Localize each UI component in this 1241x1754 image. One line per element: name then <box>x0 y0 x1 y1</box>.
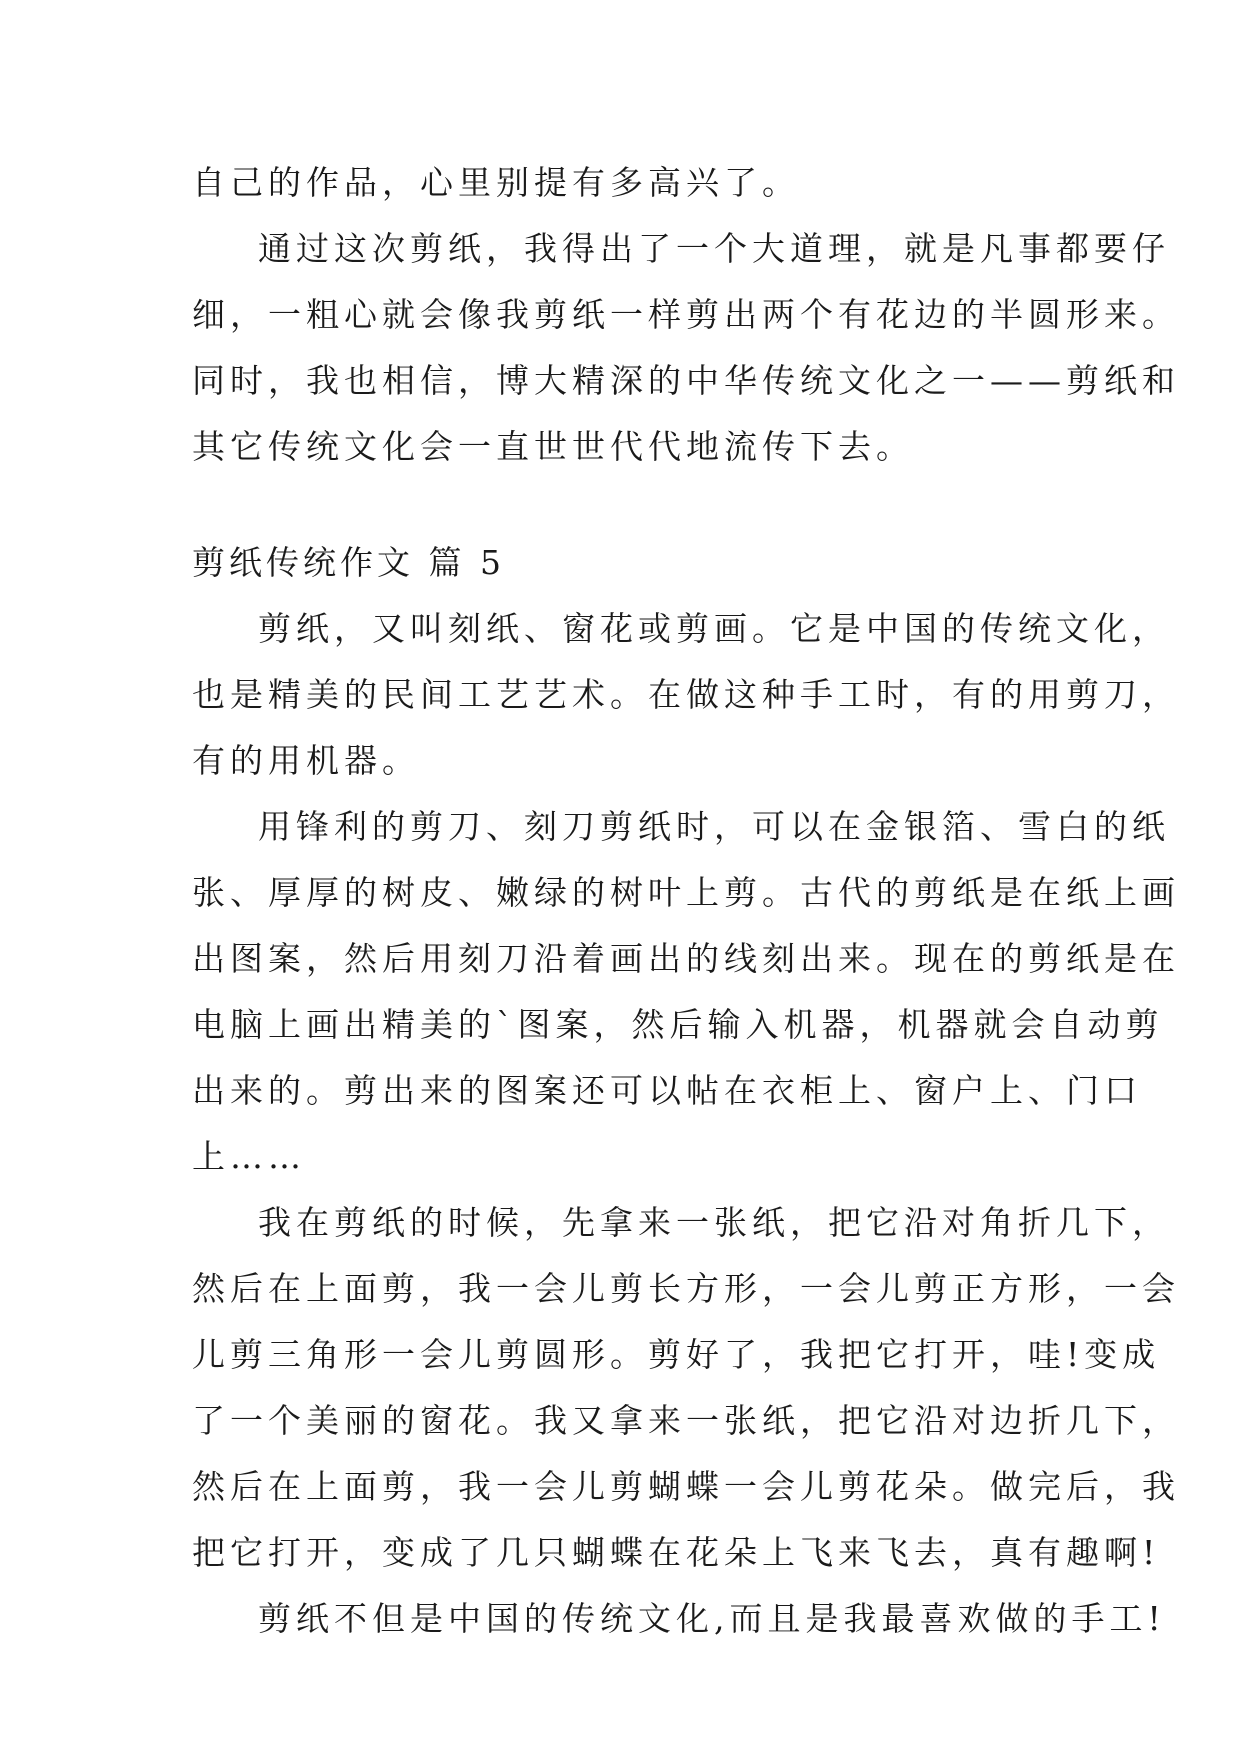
text-line: 其它传统文化会一直世世代代地流传下去。 <box>192 427 914 466</box>
document-body <box>192 150 1180 1652</box>
text-line: 也是精美的民间工艺艺术。在做这种手工时，有的用剪刀， <box>192 675 1180 714</box>
text-line: 我在剪纸的时候，先拿来一张纸，把它沿对角折几下， <box>258 1203 1170 1242</box>
text-line: 自己的作品，心里别提有多高兴了。 <box>192 163 800 202</box>
text-line: 通过这次剪纸，我得出了一个大道理，就是凡事都要仔 <box>258 229 1170 268</box>
text-line: 出来的。剪出来的图案还可以帖在衣柜上、窗户上、门口 <box>192 1071 1142 1110</box>
text-line: 然后在上面剪，我一会儿剪蝴蝶一会儿剪花朵。做完后，我 <box>192 1467 1180 1506</box>
text-line: 张、厚厚的树皮、嫩绿的树叶上剪。古代的剪纸是在纸上画 <box>192 873 1180 912</box>
section-spacer <box>192 480 1082 530</box>
text-line: 然后在上面剪，我一会儿剪长方形，一会儿剪正方形，一会 <box>192 1269 1180 1308</box>
text-line: 有的用机器。 <box>192 741 420 780</box>
text-line: 把它打开，变成了几只蝴蝶在花朵上飞来飞去，真有趣啊! <box>192 1533 1161 1572</box>
text-line: 剪纸，又叫刻纸、窗花或剪画。它是中国的传统文化， <box>258 609 1170 648</box>
text-line: 细，一粗心就会像我剪纸一样剪出两个有花边的半圆形来。 <box>192 295 1180 334</box>
section-heading: 剪纸传统作文 篇 5 <box>192 543 505 582</box>
text-line: 上…… <box>192 1137 306 1176</box>
paragraph-group-section-5 <box>192 596 1180 1652</box>
text-line: 剪纸不但是中国的传统文化,而且是我最喜欢做的手工! <box>258 1599 1166 1638</box>
text-line: 儿剪三角形一会儿剪圆形。剪好了，我把它打开，哇!变成 <box>192 1335 1161 1374</box>
text-line: 同时，我也相信，博大精深的中华传统文化之一——剪纸和 <box>192 361 1180 400</box>
text-line: 出图案，然后用刻刀沿着画出的线刻出来。现在的剪纸是在 <box>192 939 1180 978</box>
text-line: 了一个美丽的窗花。我又拿来一张纸，把它沿对边折几下， <box>192 1401 1180 1440</box>
text-line: 用锋利的剪刀、刻刀剪纸时，可以在金银箔、雪白的纸 <box>258 807 1170 846</box>
text-line: 电脑上画出精美的`图案，然后输入机器，机器就会自动剪 <box>192 1005 1164 1044</box>
paragraph-group-previous <box>192 150 1180 480</box>
